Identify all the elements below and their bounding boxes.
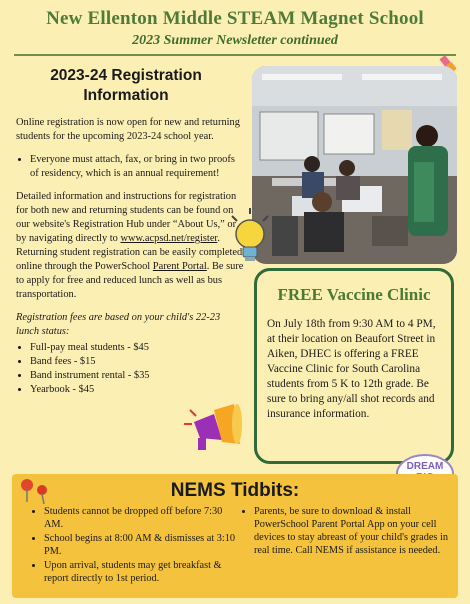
tidbits-left-list [30,505,240,586]
tidbit-item: • Parents, be sure to download & install PowerSchool Parent Portal App on your cell devices to stay abreast of your child's grades in real time. Call NEMS if assistance is needed. [254,505,452,557]
registration-title: 2023-24 Registration Information [50,67,202,104]
registration-info [16,116,244,406]
classroom-photo [252,66,457,264]
school-name: New Ellenton Middle STEAM Magnet School [46,8,424,29]
newsletter-subtitle: 2023 Summer Newsletter continued [132,33,338,48]
register-link[interactable]: www.acpsd.net/register [120,233,218,244]
residency-bullet: • Everyone must attach, fax, or bring in two proofs of residency, which is an annual requirement! [30,153,244,181]
megaphone-icon [184,404,248,456]
tidbit-item: • Upon arrival, students may get breakfast & report directly to 1st period. [44,559,240,585]
registration-details: Detailed information and instructions for registration for both new and returning students can be found on our website's Registration Hub under “About Us,” or by navigating directly to www.acpsd.net/register. Returning student registration can be easily completed online through the PowerSchool Parent Portal. Be sure to apply for free and reduced lunch as well as bus transportation. [16,191,244,300]
vaccine-clinic-box [254,268,454,464]
tidbit-item: • School begins at 8:00 AM & dismisses at 3:10 PM. [44,532,240,558]
fee-item: • Band instrument rental - $35 [30,369,244,383]
tidbits-title: NEMS Tidbits: [170,480,300,501]
newsletter-header [0,8,470,49]
tidbits-right-list [240,505,452,558]
clinic-body: On July 18th from 9:30 AM to 4 PM, at their location on Beaufort Street in Aiken, DHEC is offering a FREE Vaccine Clinic for South Carolina students from 5 K to 12th grade. Be sure to bring any/all shot records and insurance information. [267,318,436,420]
fee-item: • Band fees - $15 [30,355,244,369]
registration-intro: Online registration is now open for new and returning students for the upcoming 2023-24 school year. [16,117,240,142]
clinic-title: FREE Vaccine Clinic [277,285,431,304]
lightbulb-icon [226,206,274,270]
pushpin-icon [18,476,52,506]
header-divider [14,54,456,56]
fees-intro: Registration fees are based on your child's 22-23 lunch status: [16,312,221,337]
sticker-line1: DREAM [406,461,444,472]
tidbits-section [12,474,458,598]
fee-item: • Full-pay meal students - $45 [30,341,244,355]
fees-list [16,341,244,397]
tidbit-item: • Students cannot be dropped off before 7:30 AM. [44,505,240,531]
residency-list [16,153,244,181]
parent-portal-link[interactable]: Parent Portal [152,261,207,272]
fee-item: • Yearbook - $45 [30,383,244,397]
